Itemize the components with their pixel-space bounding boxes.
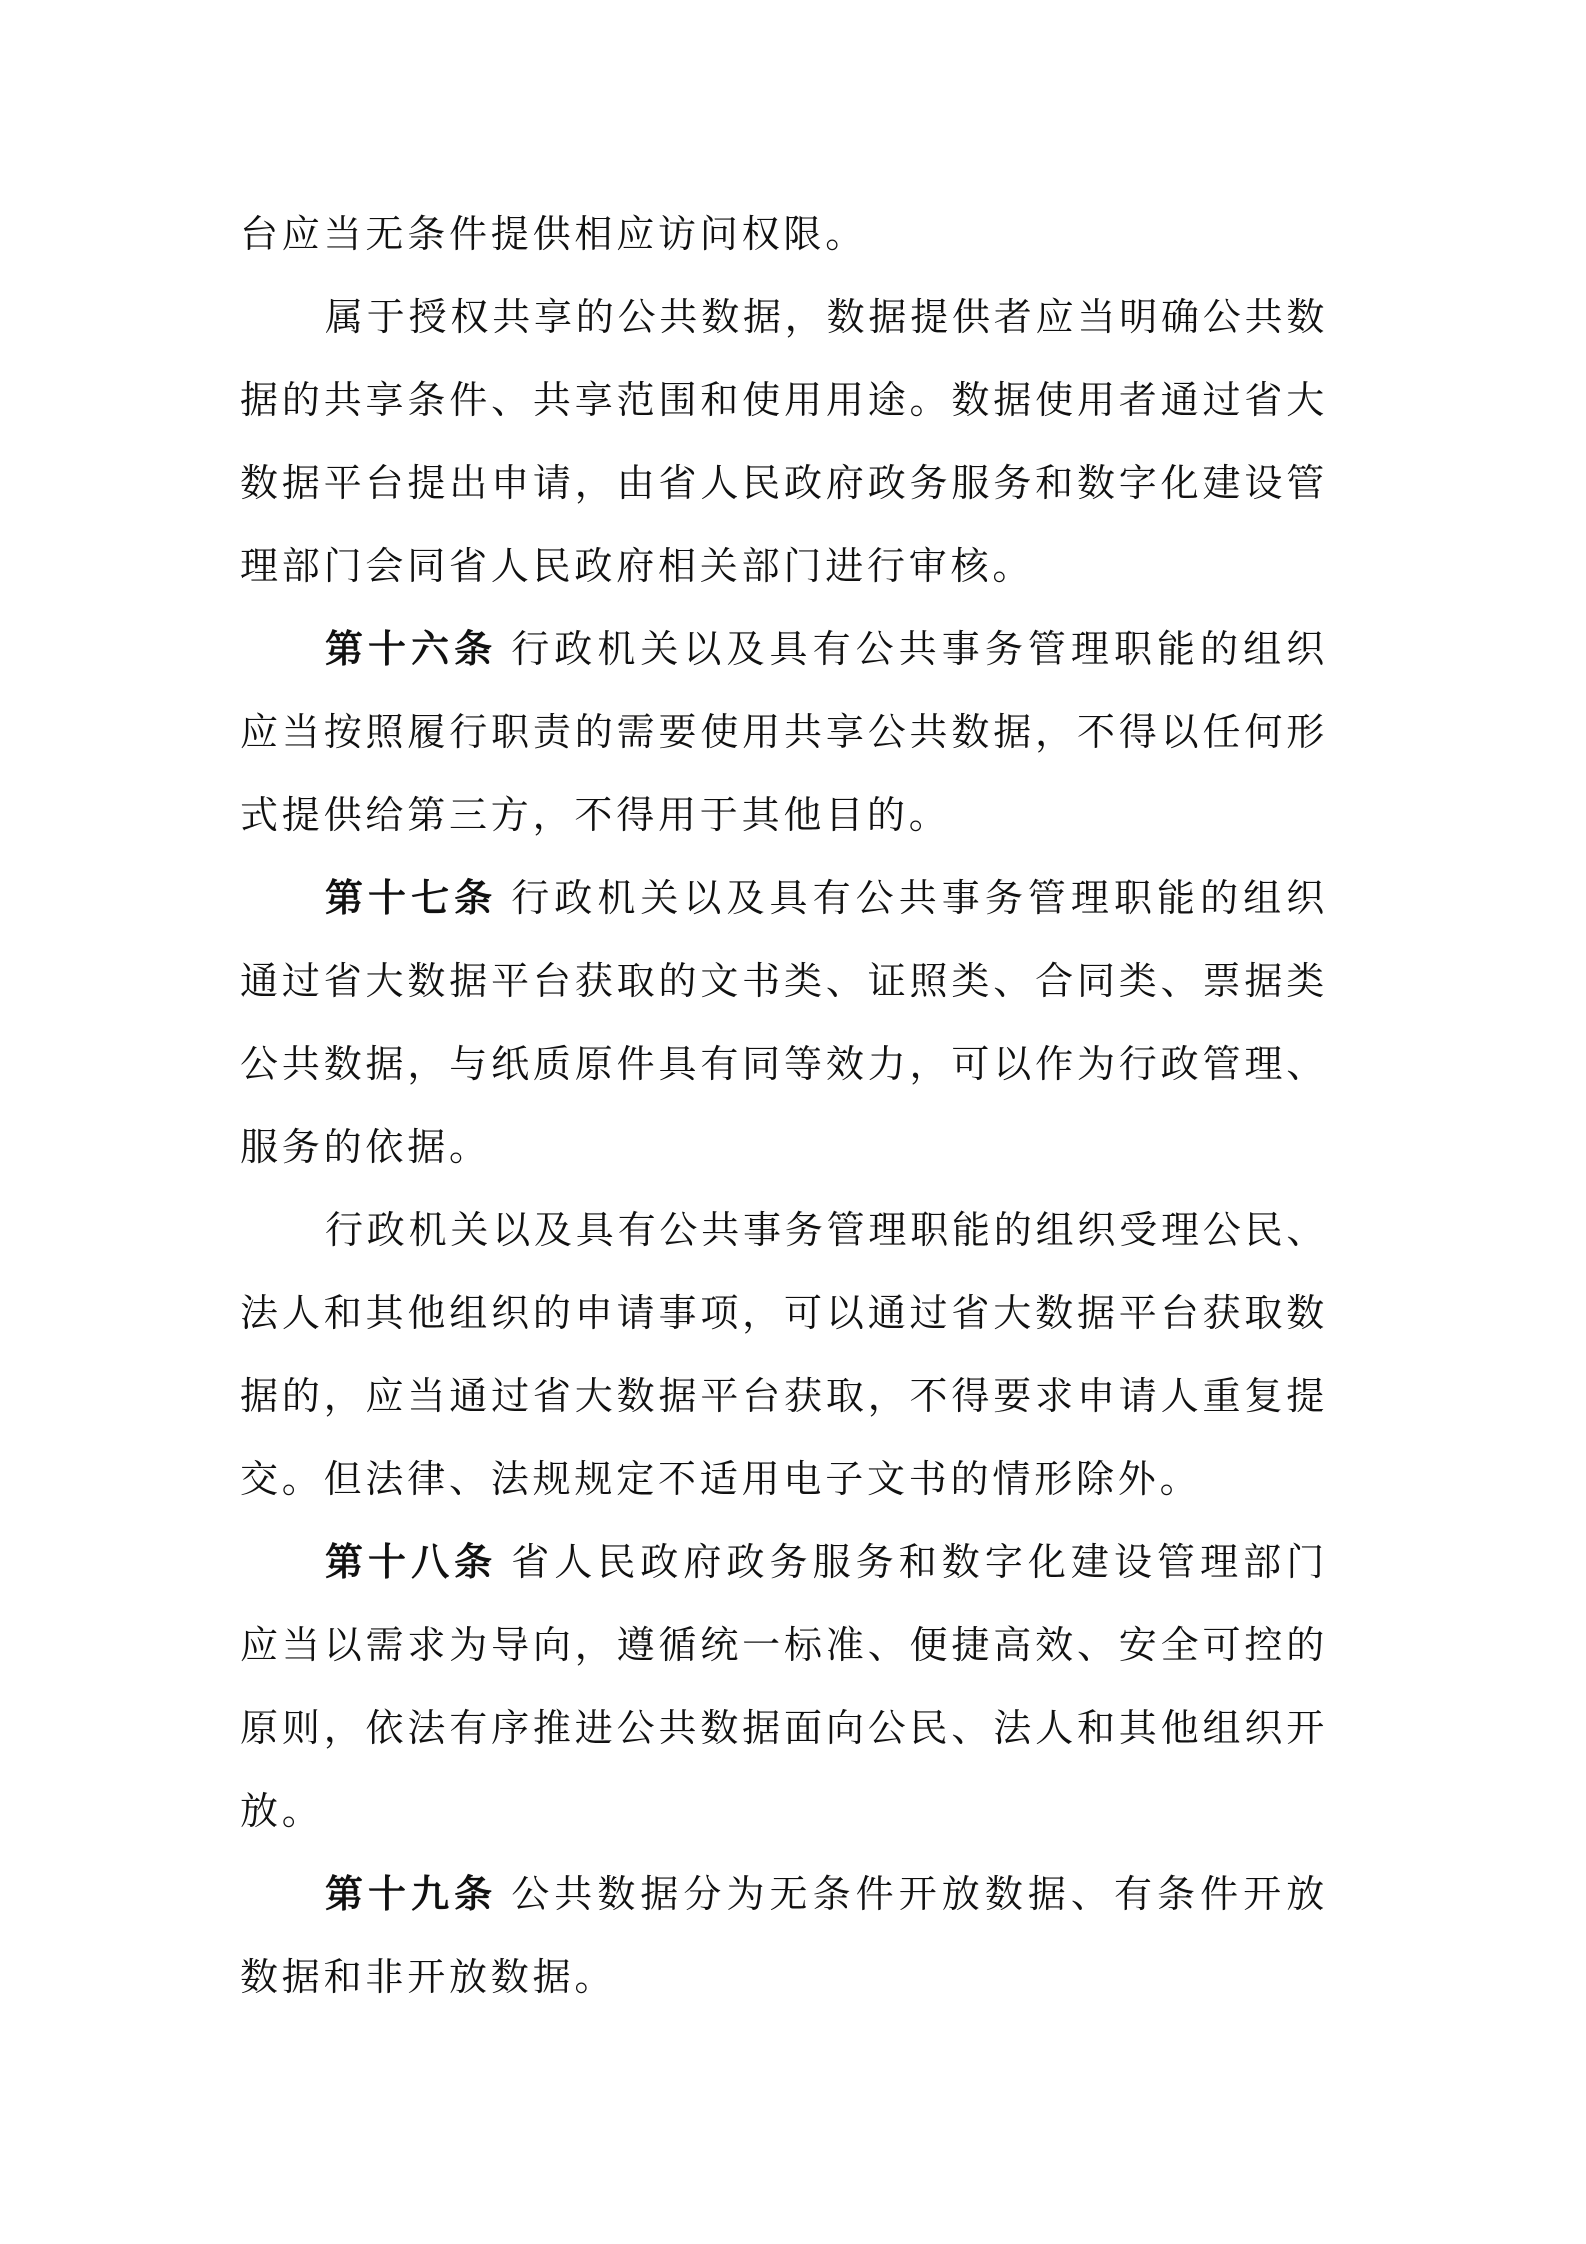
line-text: 通过省大数据平台获取的文书类、证照类、合同类、票据类 bbox=[240, 958, 1328, 1003]
text-line bbox=[240, 525, 1328, 608]
line-text: 数据和非开放数据。 bbox=[240, 1954, 617, 1999]
line-text: 服务的依据。 bbox=[240, 1124, 491, 1169]
text-line bbox=[325, 1853, 1328, 1936]
text-line bbox=[240, 1604, 1328, 1687]
text-line bbox=[325, 857, 1328, 940]
line-text: 应当以需求为导向，遵循统一标准、便捷高效、安全可控的 bbox=[240, 1622, 1328, 1667]
line-text: 行政机关以及具有公共事务管理职能的组织受理公民、 bbox=[325, 1207, 1329, 1252]
text-line bbox=[240, 1936, 1328, 2019]
text-line bbox=[240, 1687, 1328, 1770]
article-heading: 第十九条 bbox=[325, 1871, 498, 1916]
text-line bbox=[240, 1023, 1328, 1106]
line-text: 据的共享条件、共享范围和使用用途。数据使用者通过省大 bbox=[240, 377, 1328, 422]
line-text: 公共数据分为无条件开放数据、有条件开放 bbox=[511, 1871, 1328, 1916]
line-text: 公共数据，与纸质原件具有同等效力，可以作为行政管理、 bbox=[240, 1041, 1328, 1086]
text-line bbox=[240, 1272, 1328, 1355]
text-line bbox=[240, 1355, 1328, 1438]
text-line bbox=[240, 1438, 1328, 1521]
article-heading: 第十七条 bbox=[325, 875, 498, 920]
line-text: 据的，应当通过省大数据平台获取，不得要求申请人重复提 bbox=[240, 1373, 1328, 1418]
line-text: 法人和其他组织的申请事项，可以通过省大数据平台获取数 bbox=[240, 1290, 1328, 1335]
text-line bbox=[325, 1189, 1328, 1272]
text-line bbox=[240, 1770, 1328, 1853]
line-text: 省人民政府政务服务和数字化建设管理部门 bbox=[511, 1539, 1328, 1584]
text-line bbox=[325, 608, 1328, 691]
line-text: 原则，依法有序推进公共数据面向公民、法人和其他组织开 bbox=[240, 1705, 1328, 1750]
text-line bbox=[325, 276, 1328, 359]
line-text: 理部门会同省人民政府相关部门进行审核。 bbox=[240, 543, 1035, 588]
line-text: 式提供给第三方，不得用于其他目的。 bbox=[240, 792, 951, 837]
line-text: 行政机关以及具有公共事务管理职能的组织 bbox=[511, 626, 1328, 671]
line-text: 行政机关以及具有公共事务管理职能的组织 bbox=[511, 875, 1328, 920]
text-line bbox=[240, 1106, 1328, 1189]
text-line bbox=[240, 774, 1328, 857]
text-line bbox=[240, 359, 1328, 442]
line-text: 交。但法律、法规规定不适用电子文书的情形除外。 bbox=[240, 1456, 1202, 1501]
article-heading: 第十六条 bbox=[325, 626, 498, 671]
line-text: 数据平台提出申请，由省人民政府政务服务和数字化建设管 bbox=[240, 460, 1328, 505]
text-line bbox=[240, 442, 1328, 525]
article-heading: 第十八条 bbox=[325, 1539, 498, 1584]
line-text: 放。 bbox=[240, 1788, 324, 1833]
line-text: 应当按照履行职责的需要使用共享公共数据，不得以任何形 bbox=[240, 709, 1328, 754]
text-line bbox=[240, 940, 1328, 1023]
text-line bbox=[325, 1521, 1328, 1604]
text-line bbox=[240, 193, 1328, 276]
line-text: 属于授权共享的公共数据，数据提供者应当明确公共数 bbox=[325, 294, 1329, 339]
line-text: 台应当无条件提供相应访问权限。 bbox=[240, 211, 868, 256]
text-line bbox=[240, 691, 1328, 774]
